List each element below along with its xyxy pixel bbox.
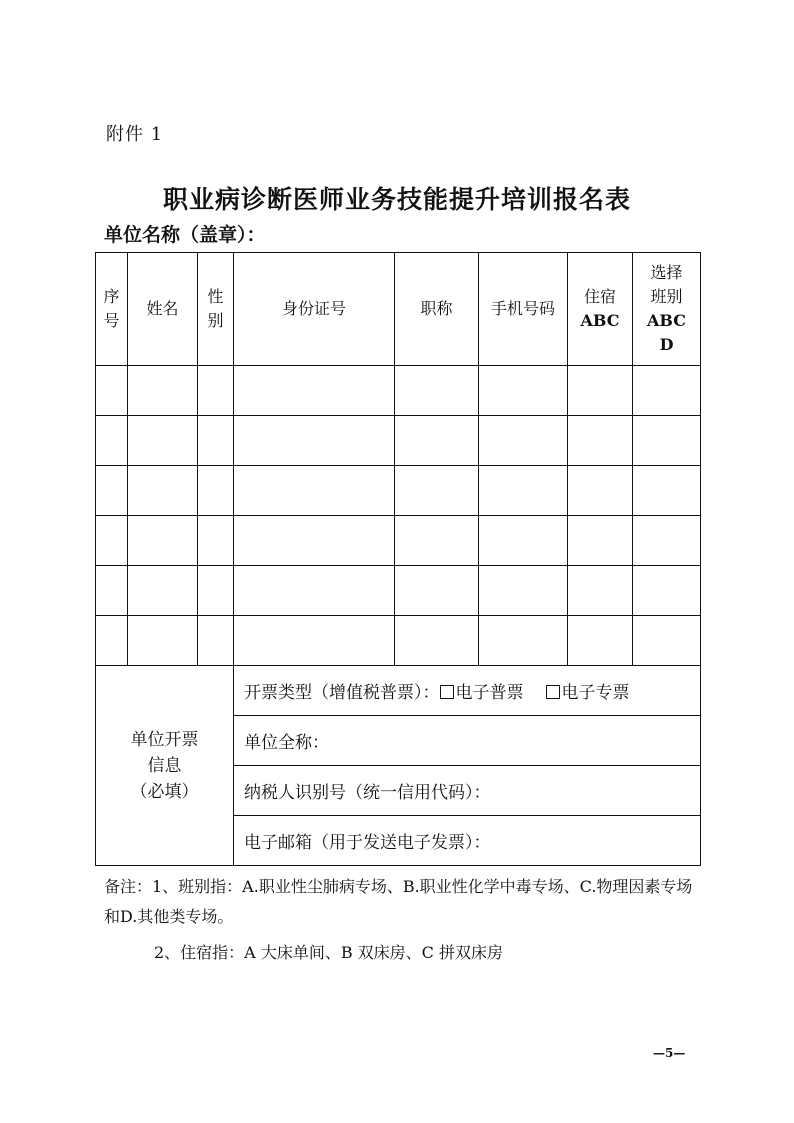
cell-id-number[interactable] (234, 616, 395, 666)
cell-name[interactable] (128, 416, 198, 466)
cell-phone[interactable] (479, 566, 568, 616)
company-full-name-field[interactable]: 单位全称： (234, 716, 701, 766)
registration-table (95, 252, 701, 866)
cell-id-number[interactable] (234, 516, 395, 566)
cell-lodging[interactable] (568, 366, 633, 416)
cell-class[interactable] (633, 516, 701, 566)
invoice-type-label: 开票类型（增值税普票）： (244, 683, 440, 703)
table-row (96, 516, 701, 566)
cell-phone[interactable] (479, 366, 568, 416)
cell-lodging[interactable] (568, 516, 633, 566)
page-number: —5— (653, 1046, 686, 1060)
invoice-type-row (96, 666, 701, 716)
cell-seq[interactable] (96, 616, 128, 666)
cell-gender[interactable] (198, 566, 234, 616)
header-id-number: 身份证号 (234, 253, 395, 366)
cell-gender[interactable] (198, 466, 234, 516)
header-lodging (568, 253, 633, 366)
header-gender: 性别 (198, 253, 234, 366)
cell-job-title[interactable] (395, 616, 479, 666)
note-class-definition: 备注：1、班别指：A.职业性尘肺病专场、B.职业性化学中毒专场、C.物理因素专场和D.其他类专场。 (104, 877, 693, 926)
cell-gender[interactable] (198, 416, 234, 466)
invoice-label-line3: （必填） (130, 781, 199, 802)
header-name: 姓名 (128, 253, 198, 366)
cell-gender[interactable] (198, 616, 234, 666)
cell-job-title[interactable] (395, 366, 479, 416)
header-seq: 序号 (96, 253, 128, 366)
cell-gender[interactable] (198, 366, 234, 416)
invoice-label-line2: 信息 (147, 755, 182, 776)
table-row (96, 566, 701, 616)
cell-class[interactable] (633, 616, 701, 666)
header-class-options: ABCD (647, 311, 686, 354)
header-class (633, 253, 701, 366)
cell-lodging[interactable] (568, 616, 633, 666)
cell-phone[interactable] (479, 516, 568, 566)
email-field[interactable]: 电子邮箱（用于发送电子发票）： (234, 816, 701, 866)
cell-seq[interactable] (96, 466, 128, 516)
invoice-type-field (234, 666, 701, 716)
table-header-row (96, 253, 701, 366)
e-special-invoice-checkbox[interactable] (546, 685, 560, 699)
cell-id-number[interactable] (234, 566, 395, 616)
cell-phone[interactable] (479, 616, 568, 666)
header-lodging-options: ABC (580, 311, 620, 330)
header-phone: 手机号码 (479, 253, 568, 366)
e-special-invoice-label: 电子专票 (561, 683, 630, 703)
cell-name[interactable] (128, 516, 198, 566)
cell-seq[interactable] (96, 566, 128, 616)
tax-id-field[interactable]: 纳税人识别号（统一信用代码）： (234, 766, 701, 816)
cell-gender[interactable] (198, 516, 234, 566)
cell-lodging[interactable] (568, 466, 633, 516)
e-normal-invoice-label: 电子普票 (455, 683, 524, 703)
form-title: 职业病诊断医师业务技能提升培训报名表 (162, 185, 631, 214)
invoice-label-line1: 单位开票 (130, 729, 199, 750)
cell-id-number[interactable] (234, 466, 395, 516)
cell-lodging[interactable] (568, 416, 633, 466)
attachment-label: 附件 1 (106, 124, 164, 145)
cell-id-number[interactable] (234, 416, 395, 466)
cell-job-title[interactable] (395, 516, 479, 566)
cell-name[interactable] (128, 366, 198, 416)
cell-class[interactable] (633, 566, 701, 616)
cell-job-title[interactable] (395, 416, 479, 466)
unit-name-label: 单位名称（盖章）： (104, 224, 266, 246)
cell-phone[interactable] (479, 416, 568, 466)
cell-seq[interactable] (96, 366, 128, 416)
cell-id-number[interactable] (234, 366, 395, 416)
cell-class[interactable] (633, 416, 701, 466)
table-row (96, 416, 701, 466)
cell-class[interactable] (633, 366, 701, 416)
header-job-title: 职称 (395, 253, 479, 366)
cell-job-title[interactable] (395, 566, 479, 616)
note-lodging-definition: 2、住宿指：A 大床单间、B 双床房、C 拼双床房 (154, 943, 503, 962)
invoice-info-label (96, 666, 234, 866)
table-row (96, 616, 701, 666)
cell-class[interactable] (633, 466, 701, 516)
table-row (96, 466, 701, 516)
cell-name[interactable] (128, 566, 198, 616)
cell-seq[interactable] (96, 516, 128, 566)
header-class-label: 选择班别 (650, 263, 683, 306)
header-lodging-label: 住宿 (583, 287, 616, 306)
cell-phone[interactable] (479, 466, 568, 516)
cell-lodging[interactable] (568, 566, 633, 616)
cell-seq[interactable] (96, 416, 128, 466)
cell-job-title[interactable] (395, 466, 479, 516)
cell-name[interactable] (128, 466, 198, 516)
table-row (96, 366, 701, 416)
cell-name[interactable] (128, 616, 198, 666)
e-normal-invoice-checkbox[interactable] (440, 685, 454, 699)
